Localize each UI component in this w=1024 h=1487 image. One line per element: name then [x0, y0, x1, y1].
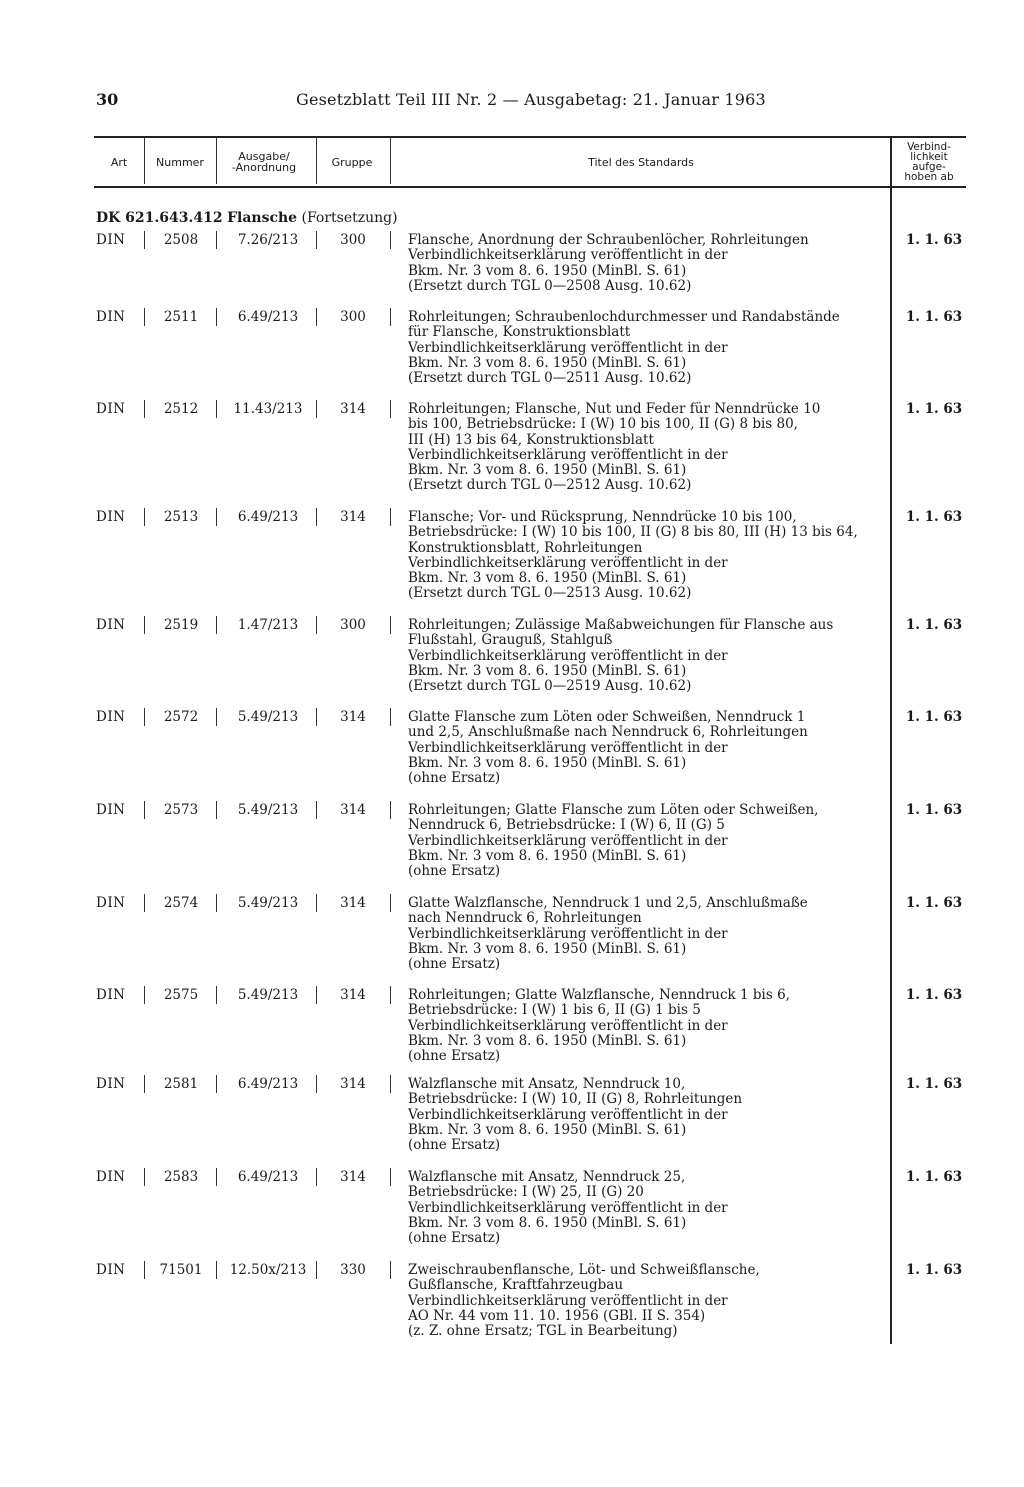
row-divider [390, 708, 391, 726]
cell-ausgabe: 12.50x/213 [229, 1262, 307, 1278]
cell-nummer: 2575 [163, 987, 199, 1003]
cell-ausgabe: 6.49/213 [237, 509, 299, 525]
titel-line: Verbindlichkeitserklärung veröffentlicht in der [408, 247, 728, 264]
titel-line: Konstruktionsblatt, Rohrleitungen [408, 539, 643, 556]
cell-ausgabe: 6.49/213 [237, 1169, 299, 1185]
titel-line: Bkm. Nr. 3 vom 8. 6. 1950 (MinBl. S. 61) [408, 1032, 687, 1049]
row-divider [216, 1075, 217, 1093]
row-divider [144, 616, 145, 634]
titel-line: Flußstahl, Grauguß, Stahlguß [408, 632, 613, 649]
row-divider [390, 801, 391, 819]
cell-verbindlichkeit: 1. 1. 63 [905, 509, 963, 525]
titel-line: Bkm. Nr. 3 vom 8. 6. 1950 (MinBl. S. 61) [408, 462, 687, 479]
row-divider [316, 616, 317, 634]
row-divider [390, 986, 391, 1004]
row-divider [144, 1261, 145, 1279]
header-divider [316, 138, 317, 184]
titel-line: Bkm. Nr. 3 vom 8. 6. 1950 (MinBl. S. 61) [408, 570, 687, 587]
row-divider [216, 616, 217, 634]
row-divider [144, 231, 145, 249]
titel-line: Rohrleitungen; Schraubenlochdurchmesser und Randabstände [408, 309, 840, 325]
row-divider [390, 308, 391, 326]
cell-ausgabe: 5.49/213 [237, 895, 299, 911]
section-title [96, 210, 398, 226]
titel-line: Verbindlichkeitserklärung veröffentlicht in der [408, 1199, 728, 1216]
header-verb-line1: Verbind- [907, 141, 951, 153]
cell-verbindlichkeit: 1. 1. 63 [905, 1076, 963, 1092]
titel-line: (Ersetzt durch TGL 0—2519 Ausg. 10.62) [408, 678, 692, 695]
header-ausgabe [216, 138, 312, 186]
titel-line: (z. Z. ohne Ersatz; TGL in Bearbeitung) [408, 1323, 678, 1340]
header-verb-line4: hoben ab [904, 171, 954, 183]
row-divider [316, 1075, 317, 1093]
header-gruppe: Gruppe [331, 155, 373, 169]
section-name: Flansche [227, 210, 298, 226]
titel-line: Rohrleitungen; Glatte Flansche zum Löten oder Schweißen, [408, 802, 819, 818]
titel-line: Verbindlichkeitserklärung veröffentlicht in der [408, 739, 728, 756]
row-divider [390, 1168, 391, 1186]
titel-line: (ohne Ersatz) [408, 1048, 501, 1065]
row-divider [390, 1261, 391, 1279]
cell-nummer: 2581 [163, 1076, 199, 1092]
cell-ausgabe: 5.49/213 [237, 802, 299, 818]
titel-line: Verbindlichkeitserklärung veröffentlicht in der [408, 647, 728, 664]
row-divider [216, 400, 217, 418]
cell-titel [408, 618, 894, 694]
titel-line: Nenndruck 6, Betriebsdrücke: I (W) 6, II (G) 5 [408, 817, 725, 834]
row-divider [216, 1168, 217, 1186]
cell-gruppe: 314 [340, 401, 366, 417]
cell-verbindlichkeit: 1. 1. 63 [905, 895, 963, 911]
titel-line: (Ersetzt durch TGL 0—2508 Ausg. 10.62) [408, 277, 692, 294]
titel-line: Betriebsdrücke: I (W) 10, II (G) 8, Rohrleitungen [408, 1091, 743, 1108]
cell-nummer: 2572 [163, 709, 199, 725]
cell-ausgabe: 5.49/213 [237, 987, 299, 1003]
titel-line: Bkm. Nr. 3 vom 8. 6. 1950 (MinBl. S. 61) [408, 662, 687, 679]
header-divider [216, 138, 217, 184]
row-divider [316, 508, 317, 526]
row-divider [144, 1075, 145, 1093]
titel-line: Flansche; Vor- und Rücksprung, Nenndrücke 10 bis 100, [408, 509, 797, 525]
cell-titel [408, 988, 894, 1064]
titel-line: Betriebsdrücke: I (W) 1 bis 6, II (G) 1 bis 5 [408, 1002, 701, 1019]
cell-art: DIN [96, 232, 126, 248]
row-divider [316, 801, 317, 819]
row-divider [144, 708, 145, 726]
cell-titel [408, 803, 894, 879]
titel-line: Zweischraubenflansche, Löt- und Schweißflansche, [408, 1262, 760, 1278]
cell-verbindlichkeit: 1. 1. 63 [905, 617, 963, 633]
row-divider [216, 894, 217, 912]
header-verb-line2: lichkeit [910, 151, 948, 163]
cell-ausgabe: 5.49/213 [237, 709, 299, 725]
table-header [94, 136, 966, 188]
cell-verbindlichkeit: 1. 1. 63 [905, 309, 963, 325]
cell-nummer: 2519 [163, 617, 199, 633]
titel-line: Glatte Walzflansche, Nenndruck 1 und 2,5, Anschlußmaße [408, 895, 808, 911]
cell-ausgabe: 6.49/213 [237, 1076, 299, 1092]
titel-line: (ohne Ersatz) [408, 956, 501, 973]
row-divider [390, 400, 391, 418]
cell-titel [408, 310, 894, 386]
row-divider [316, 400, 317, 418]
cell-gruppe: 314 [340, 709, 366, 725]
cell-titel [408, 233, 894, 294]
header-divider [890, 138, 892, 184]
cell-gruppe: 330 [340, 1262, 366, 1278]
cell-art: DIN [96, 309, 126, 325]
cell-verbindlichkeit: 1. 1. 63 [905, 1262, 963, 1278]
section-suffix: (Fortsetzung) [301, 210, 398, 226]
titel-line: Verbindlichkeitserklärung veröffentlicht in der [408, 1017, 728, 1034]
row-divider [316, 894, 317, 912]
row-divider [316, 708, 317, 726]
titel-line: Verbindlichkeitserklärung veröffentlicht in der [408, 925, 728, 942]
cell-titel [408, 402, 894, 494]
titel-line: Verbindlichkeitserklärung veröffentlicht in der [408, 446, 728, 463]
page-title: Gesetzblatt Teil III Nr. 2 — Ausgabetag: 21. Januar 1963 [296, 90, 766, 109]
row-divider [390, 616, 391, 634]
cell-gruppe: 314 [340, 509, 366, 525]
header-nummer: Nummer [156, 155, 204, 169]
row-divider [316, 1261, 317, 1279]
cell-art: DIN [96, 709, 126, 725]
row-divider [390, 508, 391, 526]
cell-titel [408, 1263, 894, 1339]
titel-line: Rohrleitungen; Zulässige Maßabweichungen für Flansche aus [408, 617, 834, 633]
header-ausgabe-line2: -Anordnung [231, 161, 297, 174]
header-divider [390, 138, 391, 184]
titel-line: und 2,5, Anschlußmaße nach Nenndruck 6, Rohrleitungen [408, 724, 808, 741]
titel-line: Verbindlichkeitserklärung veröffentlicht in der [408, 832, 728, 849]
cell-art: DIN [96, 1262, 126, 1278]
titel-line: III (H) 13 bis 64, Konstruktionsblatt [408, 431, 654, 448]
cell-nummer: 2511 [163, 309, 199, 325]
row-divider [216, 708, 217, 726]
row-divider [144, 986, 145, 1004]
page-number: 30 [96, 90, 119, 109]
cell-ausgabe: 7.26/213 [237, 232, 299, 248]
cell-titel [408, 710, 894, 786]
row-divider [216, 231, 217, 249]
titel-line: Betriebsdrücke: I (W) 10 bis 100, II (G) 8 bis 80, III (H) 13 bis 64, [408, 524, 858, 541]
titel-line: Bkm. Nr. 3 vom 8. 6. 1950 (MinBl. S. 61) [408, 754, 687, 771]
titel-line: Flansche, Anordnung der Schraubenlöcher, Rohrleitungen [408, 232, 809, 248]
row-divider [144, 400, 145, 418]
cell-titel [408, 1077, 894, 1153]
titel-line: (Ersetzt durch TGL 0—2512 Ausg. 10.62) [408, 477, 692, 494]
cell-gruppe: 300 [340, 309, 366, 325]
header-ausgabe-line1: Ausgabe/ [238, 150, 290, 163]
cell-art: DIN [96, 617, 126, 633]
titel-line: AO Nr. 44 vom 11. 10. 1956 (GBl. II S. 354) [408, 1307, 706, 1324]
cell-titel [408, 896, 894, 972]
header-verb-line3: aufge- [912, 161, 946, 173]
titel-line: nach Nenndruck 6, Rohrleitungen [408, 910, 642, 927]
titel-line: Bkm. Nr. 3 vom 8. 6. 1950 (MinBl. S. 61) [408, 354, 687, 371]
titel-line: Bkm. Nr. 3 vom 8. 6. 1950 (MinBl. S. 61) [408, 940, 687, 957]
cell-verbindlichkeit: 1. 1. 63 [905, 232, 963, 248]
cell-gruppe: 314 [340, 802, 366, 818]
row-divider [144, 308, 145, 326]
header-divider [144, 138, 145, 184]
row-divider [216, 308, 217, 326]
titel-line: Bkm. Nr. 3 vom 8. 6. 1950 (MinBl. S. 61) [408, 262, 687, 279]
row-divider [390, 231, 391, 249]
cell-gruppe: 314 [340, 1169, 366, 1185]
cell-gruppe: 314 [340, 1076, 366, 1092]
cell-nummer: 2508 [163, 232, 199, 248]
cell-gruppe: 300 [340, 232, 366, 248]
cell-nummer: 71501 [159, 1262, 203, 1278]
cell-art: DIN [96, 401, 126, 417]
cell-art: DIN [96, 802, 126, 818]
page-header [96, 90, 966, 114]
header-verbindlichkeit [892, 138, 966, 186]
row-divider [390, 894, 391, 912]
cell-verbindlichkeit: 1. 1. 63 [905, 1169, 963, 1185]
header-art: Art [110, 155, 128, 169]
cell-verbindlichkeit: 1. 1. 63 [905, 987, 963, 1003]
row-divider [216, 1261, 217, 1279]
cell-verbindlichkeit: 1. 1. 63 [905, 401, 963, 417]
titel-line: Bkm. Nr. 3 vom 8. 6. 1950 (MinBl. S. 61) [408, 1214, 687, 1231]
titel-line: (ohne Ersatz) [408, 1137, 501, 1154]
row-divider [316, 308, 317, 326]
cell-art: DIN [96, 987, 126, 1003]
row-divider [144, 508, 145, 526]
row-divider [316, 986, 317, 1004]
section-dk: DK 621.643.412 [96, 210, 223, 226]
cell-verbindlichkeit: 1. 1. 63 [905, 709, 963, 725]
cell-titel [408, 1170, 894, 1246]
cell-titel [408, 510, 894, 602]
row-divider [390, 1075, 391, 1093]
row-divider [144, 1168, 145, 1186]
header-titel: Titel des Standards [588, 155, 694, 169]
titel-line: Walzflansche mit Ansatz, Nenndruck 25, [408, 1169, 686, 1185]
row-divider [316, 231, 317, 249]
titel-line: Bkm. Nr. 3 vom 8. 6. 1950 (MinBl. S. 61) [408, 1121, 687, 1138]
titel-line: Glatte Flansche zum Löten oder Schweißen, Nenndruck 1 [408, 709, 806, 725]
cell-gruppe: 314 [340, 987, 366, 1003]
cell-art: DIN [96, 1169, 126, 1185]
cell-ausgabe: 1.47/213 [237, 617, 299, 633]
cell-art: DIN [96, 509, 126, 525]
cell-ausgabe: 11.43/213 [233, 401, 303, 417]
titel-line: (ohne Ersatz) [408, 770, 501, 787]
cell-art: DIN [96, 1076, 126, 1092]
row-divider [144, 801, 145, 819]
row-divider [216, 986, 217, 1004]
titel-line: (Ersetzt durch TGL 0—2511 Ausg. 10.62) [408, 370, 692, 387]
row-divider [216, 508, 217, 526]
cell-nummer: 2574 [163, 895, 199, 911]
cell-gruppe: 300 [340, 617, 366, 633]
titel-line: Verbindlichkeitserklärung veröffentlicht in der [408, 1106, 728, 1123]
titel-line: (Ersetzt durch TGL 0—2513 Ausg. 10.62) [408, 585, 692, 602]
titel-line: Bkm. Nr. 3 vom 8. 6. 1950 (MinBl. S. 61) [408, 847, 687, 864]
titel-line: Betriebsdrücke: I (W) 25, II (G) 20 [408, 1184, 644, 1201]
row-divider [216, 801, 217, 819]
titel-line: Rohrleitungen; Flansche, Nut und Feder für Nenndrücke 10 [408, 401, 821, 417]
cell-nummer: 2583 [163, 1169, 199, 1185]
titel-line: Gußflansche, Kraftfahrzeugbau [408, 1277, 624, 1294]
cell-verbindlichkeit: 1. 1. 63 [905, 802, 963, 818]
titel-line: für Flansche, Konstruktionsblatt [408, 324, 631, 341]
cell-nummer: 2512 [163, 401, 199, 417]
titel-line: bis 100, Betriebsdrücke: I (W) 10 bis 100, II (G) 8 bis 80, [408, 416, 798, 433]
row-divider [144, 894, 145, 912]
row-divider [316, 1168, 317, 1186]
cell-art: DIN [96, 895, 126, 911]
titel-line: Rohrleitungen; Glatte Walzflansche, Nenndruck 1 bis 6, [408, 987, 790, 1003]
cell-nummer: 2573 [163, 802, 199, 818]
cell-nummer: 2513 [163, 509, 199, 525]
titel-line: (ohne Ersatz) [408, 863, 501, 880]
titel-line: (ohne Ersatz) [408, 1230, 501, 1247]
titel-line: Walzflansche mit Ansatz, Nenndruck 10, [408, 1076, 686, 1092]
titel-line: Verbindlichkeitserklärung veröffentlicht in der [408, 339, 728, 356]
cell-ausgabe: 6.49/213 [237, 309, 299, 325]
titel-line: Verbindlichkeitserklärung veröffentlicht in der [408, 1292, 728, 1309]
titel-line: Verbindlichkeitserklärung veröffentlicht in der [408, 554, 728, 571]
cell-gruppe: 314 [340, 895, 366, 911]
